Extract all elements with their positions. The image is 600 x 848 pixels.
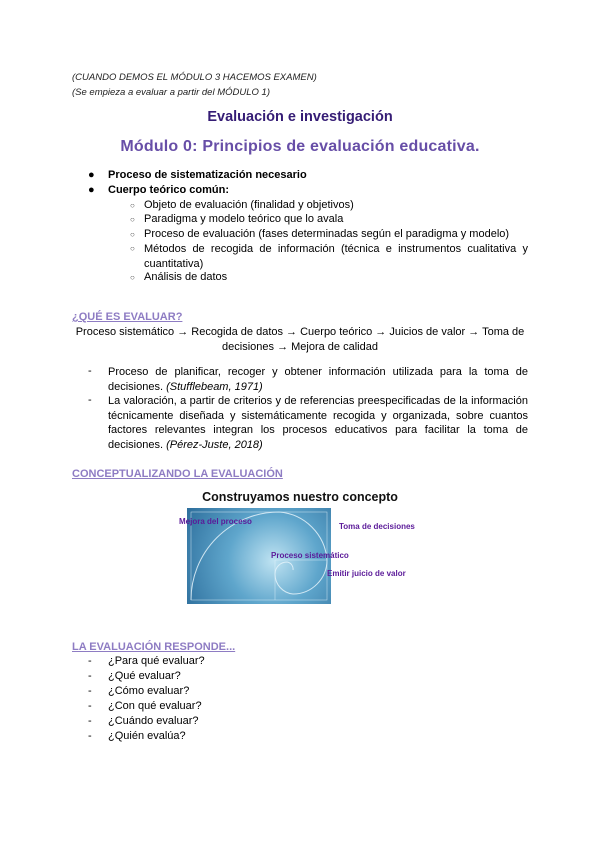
note: (Se empieza a evaluar a partir del MÓDULO 1) bbox=[72, 87, 270, 98]
definition-item: - Proceso de planificar, recoger y obtener información utilizada para la toma de decisiones. (Stufflebeam, 1971) bbox=[88, 365, 528, 393]
process-flow: Proceso sistemático → Recogida de datos → Cuerpo teórico → Juicios de valor → Toma de decisiones → Mejora de calidad bbox=[75, 326, 525, 353]
section-heading: ¿QUÉ ES EVALUAR? bbox=[72, 311, 183, 323]
figure-label: Mejora del proceso bbox=[179, 517, 252, 526]
section-heading: LA EVALUACIÓN RESPONDE... bbox=[72, 641, 236, 653]
figure-label: Toma de decisiones bbox=[339, 522, 415, 531]
document-page: (CUANDO DEMOS EL MÓDULO 3 HACEMOS EXAMEN) (Se empieza a evaluar a partir del MÓDULO 1) Evaluación e investigación Módulo 0: Principios de evaluación educativa. ● Proceso de sistematización necesario ● Cuerpo teórico común: ○ Objeto de evaluación (finalidad y objetivos) ○ Paradigma y modelo teórico que lo avala ○ Proceso de evaluación (fases determinadas según el paradigma y modelo) ○ Métodos de recogida de información (técnica e instrumentos cualitativa y cuantitativa) ○ Análisis de datos ¿QUÉ ES EVALUAR? Proceso sistemático → Recogida de datos → Cuerpo teórico → Juicios de valor → Toma de decisiones → Mejora de calidad - Proceso de planificar, recoger y obtener información utilizada para la toma de decisiones. (Stufflebeam, 1971) - La valoración, a partir de criterios y de referencias preespecificadas de la información técnicamente diseñada y sistemáticamente recogida y organizada, sobre cuantos factores relevantes integran los procesos educativos para facilitar la toma de decisiones. (Pérez-Juste, 2018) CONCEPTUALIZANDO LA EVALUACIÓN Construyamos nuestro concepto Mejora del proceso Toma de decisiones Proceso sistemático Emitir juicio de valor LA EVALUACIÓN RESPONDE... - ¿Para qué evaluar? - ¿Qué evaluar? - ¿Cómo evaluar? - ¿Con qué evaluar? - ¿Cuándo evaluar? - ¿Quién evalúa? bbox=[0, 0, 600, 848]
definition-item: - La valoración, a partir de criterios y de referencias preespecificadas de la información técnicamente diseñada y sistemáticamente recogida y organizada, sobre cuantos factores relevantes integran los procesos educativos para facilitar la toma de decisiones. (Pérez-Juste, 2018) bbox=[88, 394, 528, 451]
figure-title: Construyamos nuestro concepto bbox=[202, 490, 398, 504]
page-title: Evaluación e investigación bbox=[207, 109, 393, 125]
module-title: Módulo 0: Principios de evaluación educativa. bbox=[120, 138, 480, 155]
figure-label: Proceso sistemático bbox=[271, 551, 349, 560]
section-heading: CONCEPTUALIZANDO LA EVALUACIÓN bbox=[72, 468, 283, 480]
note: (CUANDO DEMOS EL MÓDULO 3 HACEMOS EXAMEN) bbox=[72, 72, 317, 83]
sub-item: ○ Métodos de recogida de información (técnica e instrumentos cualitativa y cuantitativa) bbox=[130, 243, 528, 270]
figure-label: Emitir juicio de valor bbox=[327, 569, 406, 578]
